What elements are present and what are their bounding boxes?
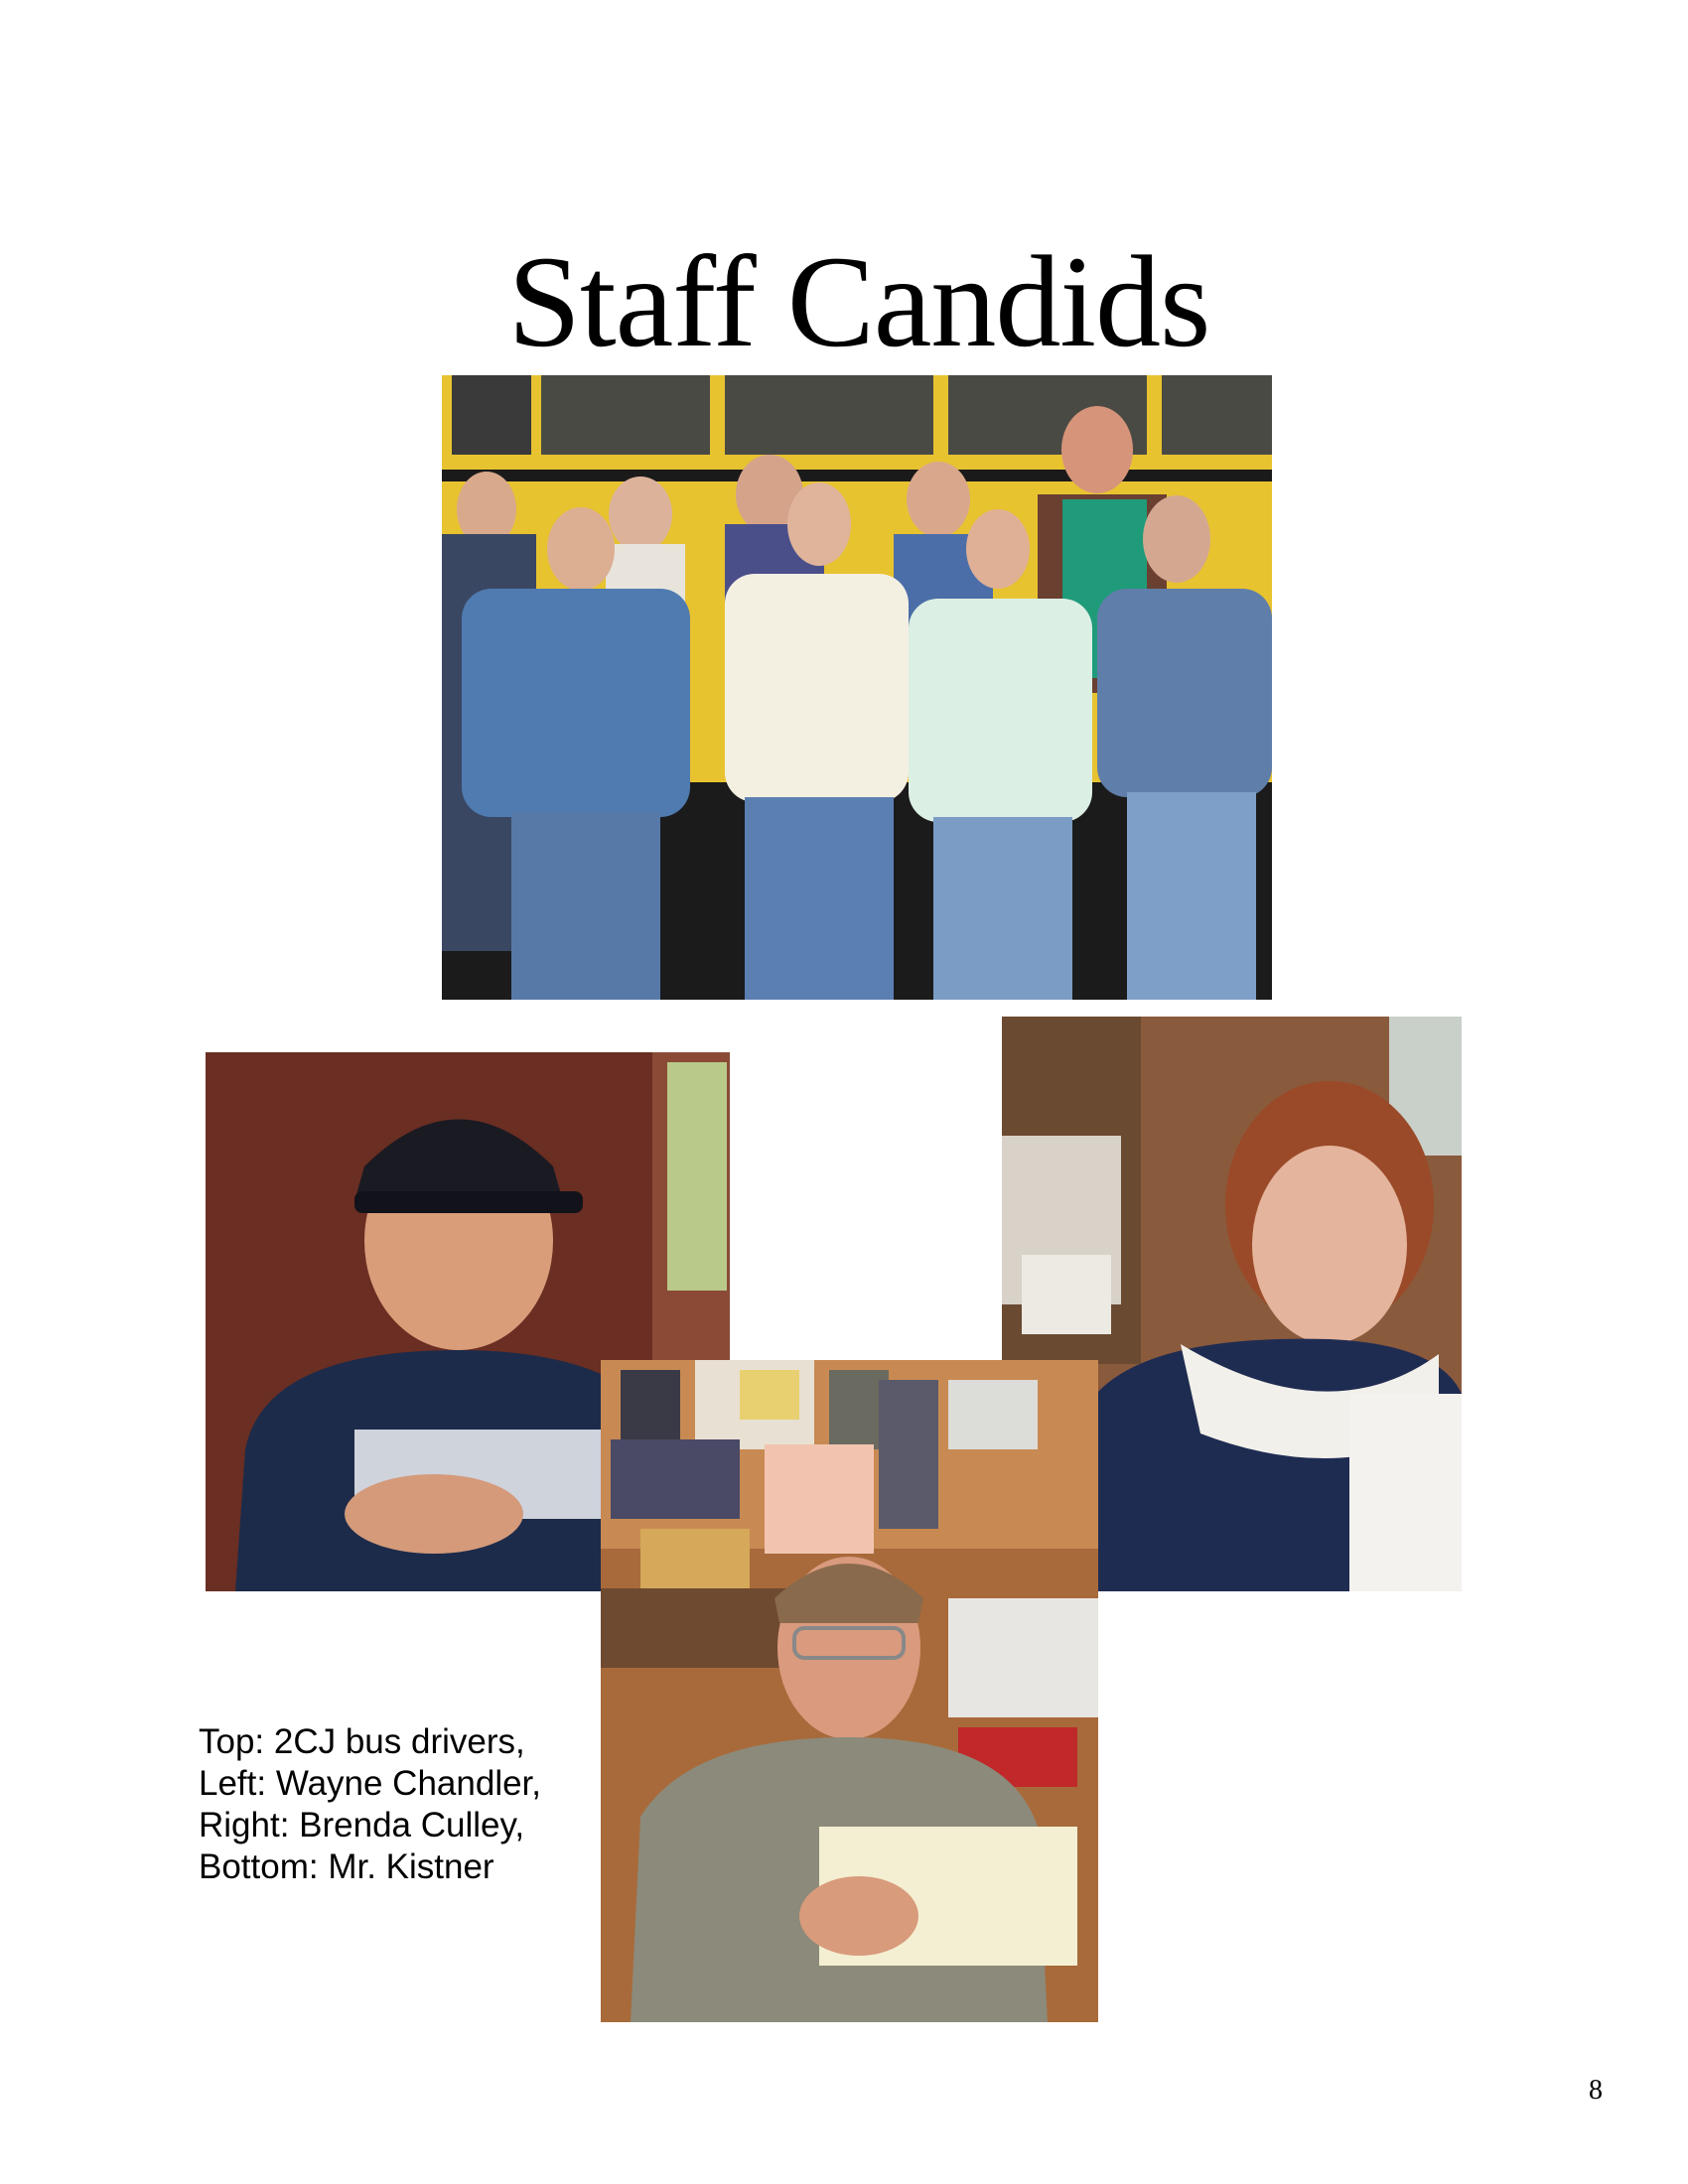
photo-mr-kistner <box>601 1360 1098 2022</box>
photo-caption <box>199 1721 541 1888</box>
caption-line-bottom: Bottom: Mr. Kistner <box>199 1847 494 1886</box>
page-number: 8 <box>1589 2075 1603 2106</box>
page-title: Staff Candids <box>507 228 1210 374</box>
caption-line-top: Top: 2CJ bus drivers, <box>199 1722 525 1761</box>
caption-line-left: Left: Wayne Chandler, <box>199 1764 542 1803</box>
caption-line-right: Right: Brenda Culley, <box>199 1806 525 1844</box>
photo-bus-drivers <box>442 375 1272 1000</box>
